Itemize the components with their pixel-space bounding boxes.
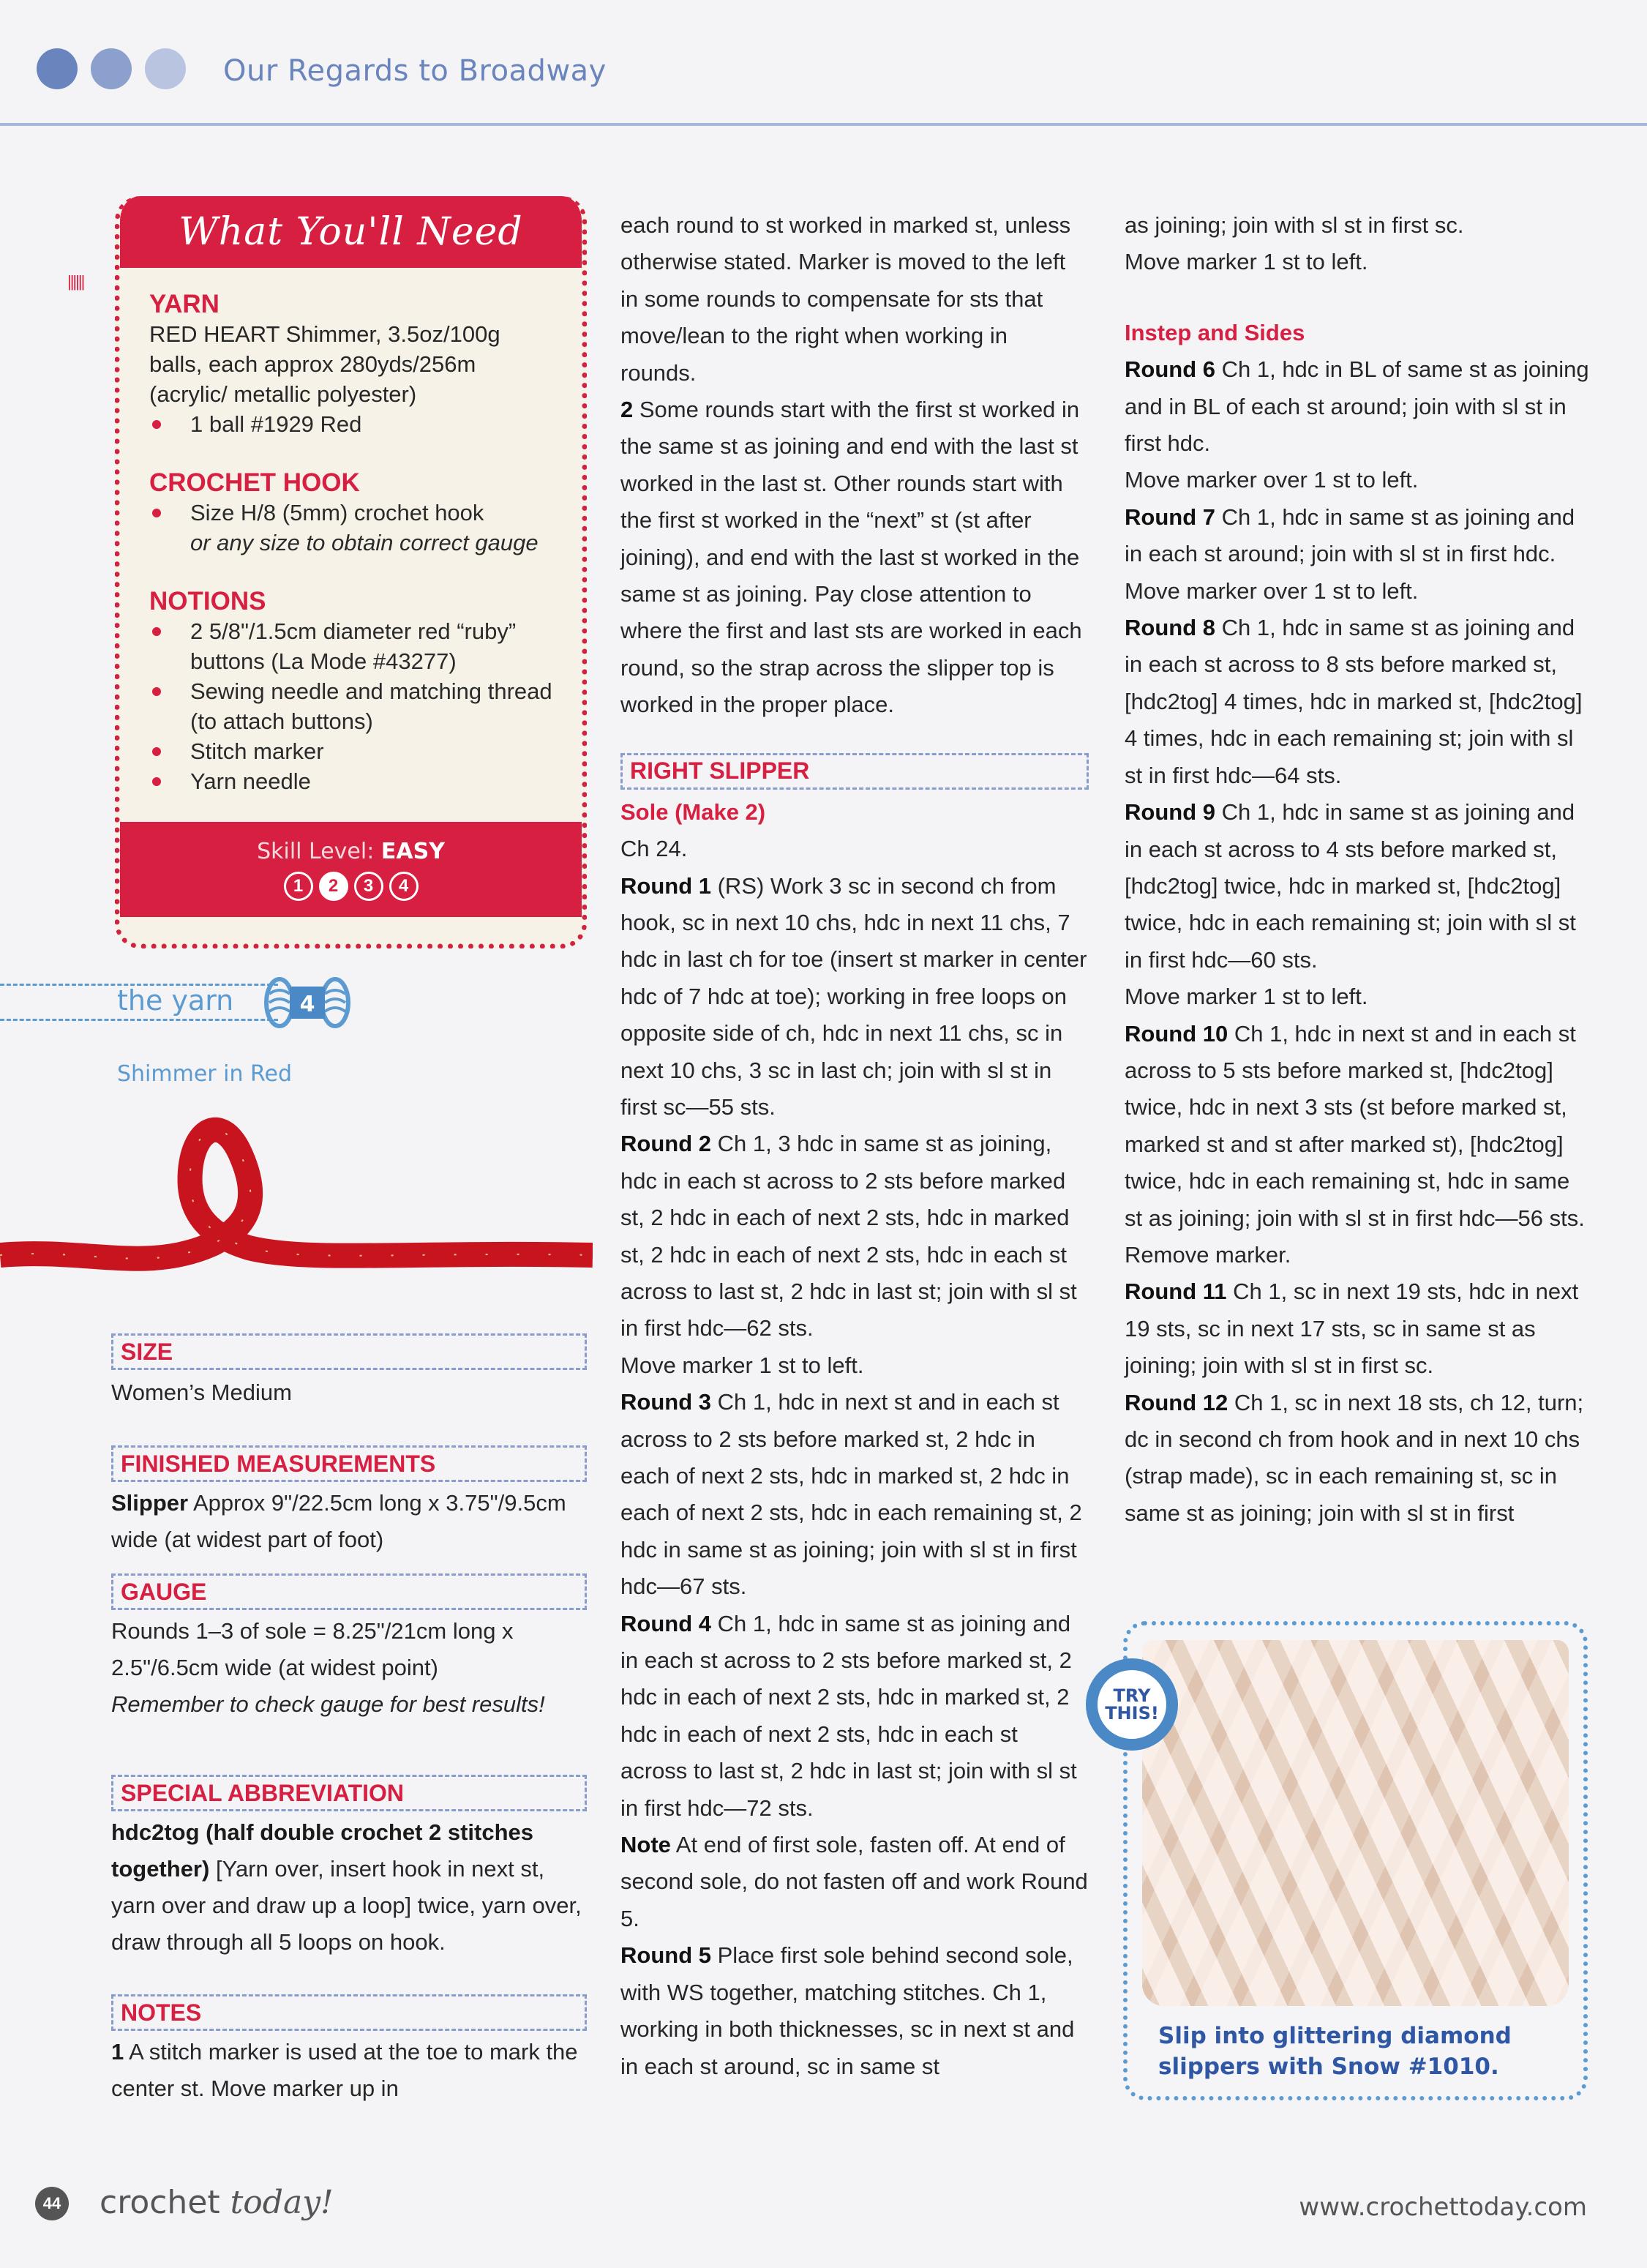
dot-icon [145,48,186,89]
measurements-text: Approx 9"/22.5cm long x 3.75"/9.5cm wide (at widest part of foot) [111,1490,566,1552]
try-this-badge: TRY THIS! [1089,1661,1175,1748]
notions-group [149,587,552,796]
size-section [111,1333,587,1411]
abbreviation-term: hdc2tog (half double crochet 2 stitches together) [111,1819,534,1882]
measurements-label: Slipper [111,1490,189,1516]
gauge-note: Remember to check gauge for best results! [111,1691,545,1717]
round-text: Ch 1, hdc in next st and in each st across to 2 sts before marked st, 2 hdc in each of next 2 sts, hdc in marked st, 2 hdc in each of next 2 sts, hdc in each remaining st, 2 hdc in same st as joining; join with sl st in first hdc—67 sts. [620,1389,1082,1600]
round-instruction: Move marker 1 st to left. [1125,249,1368,275]
fringe-decoration-icon: |||||| [67,272,84,291]
skill-level-circle: 3 [354,872,383,901]
instep-rounds [1125,351,1593,1532]
yarn-label: the yarn [117,984,234,1017]
round-label: Round 3 [620,1389,711,1415]
gauge-section [111,1573,587,1723]
list-item [149,498,552,558]
round-text: Ch 1, sc in next 18 sts, ch 12, turn; dc in second ch from hook and in next 10 chs (strap made), sc in each remaining st, sc in same st as joining; join with sl st in first [1125,1389,1584,1526]
hook-heading: CROCHET HOOK [149,468,360,497]
pattern-round [1125,610,1593,794]
sole-start: Ch 24. [620,836,688,862]
snow-swatch-photo [1142,1640,1569,2006]
sole-heading: Sole (Make 2) [620,798,766,825]
skill-level-circle-active: 2 [319,872,348,901]
round-label: Round 4 [620,1610,711,1636]
list-item: 2 5/8"/1.5cm diameter red “ruby” buttons (La Mode #43277) [149,616,552,676]
measurements-heading: FINISHED MEASUREMENTS [111,1445,587,1482]
gauge-text: Rounds 1–3 of sole = 8.25"/21cm long x 2.5"/6.5cm wide (at widest point) [111,1618,514,1680]
abbreviation-definition: [Yarn over, insert hook in next st, yarn over and draw up a loop] twice, yarn over, draw through all 5 loops on hook. [111,1856,582,1955]
page-header [0,0,1647,128]
size-text: Women’s Medium [111,1380,292,1405]
yarn-label-row [0,981,351,1025]
skill-level-circle: 1 [284,872,313,901]
yarn-heading: YARN [149,290,220,318]
page-footer [0,2181,1647,2239]
note-text: A stitch marker is used at the toe to mark the center st. Move marker up in [111,2039,578,2101]
round-text: Ch 1, hdc in same st as joining and in each st across to 4 sts before marked st, [hdc2tog] twice, hdc in marked st, [hdc2tog] twice, hdc in each remaining st; join with sl st in first hdc—60 sts. [1125,799,1576,973]
right-slipper-heading: RIGHT SLIPPER [620,753,1089,790]
round-instruction: Move marker over 1 st to left. [1125,577,1419,604]
round-label: Round 11 [1125,1279,1227,1305]
skill-level-label: Skill Level: EASY [257,838,445,864]
round-label: Round 6 [1125,356,1215,383]
list-item: Sewing needle and matching thread (to attach buttons) [149,676,552,736]
round-label: Round 9 [1125,799,1215,826]
round-label: Round 7 [1125,504,1215,530]
try-this-caption: Slip into glittering diamond slippers with Snow #1010. [1158,2023,1512,2080]
magazine-brand: crochet today! [100,2184,334,2221]
yarn-weight-icon [263,976,351,1029]
gauge-heading: GAUGE [111,1573,587,1610]
pattern-round [620,1937,1089,2085]
hook-note: or any size to obtain correct gauge [190,530,539,555]
list-item: 1 ball #1929 Red [149,409,552,439]
yarn-group [149,290,552,439]
header-dots [37,48,186,89]
yarn-name: Shimmer in Red [117,1061,293,1087]
note-text-continued: each round to st worked in marked st, unless otherwise stated. Marker is moved to the left in some rounds to compensate for sts that move/lean to the right when working in rounds. [620,212,1071,386]
pattern-round [1125,1385,1593,1532]
round-text: Ch 1, hdc in same st as joining and in each st across to 8 sts before marked st, [hdc2tog] 4 times, hdc in marked st, [hdc2tog] 4 times, hdc in each remaining st; join with sl st in first hdc—64 sts. [1125,615,1583,788]
round-text-continued: as joining; join with sl st in first sc. [1125,212,1464,238]
round-text: Ch 1, hdc in same st as joining and in each st around; join with sl st in first hdc. [1125,504,1575,567]
round-text: Ch 1, hdc in same st as joining and in each st across to 2 sts before marked st, 2 hdc in each of next 2 sts, hdc in marked st, 2 hdc in each of next 2 sts, hdc in each st across to last st, 2 hdc in last st; join with sl st in first hdc—72 sts. [620,1610,1077,1821]
size-heading: SIZE [111,1333,587,1370]
card-title: What You'll Need [179,210,523,254]
section-title: Our Regards to Broadway [223,54,607,88]
pattern-round [620,1606,1089,1827]
pattern-round [1125,1016,1593,1237]
what-youll-need-card [115,196,587,948]
dashed-divider [0,1019,278,1021]
yarn-description: RED HEART Shimmer, 3.5oz/100g balls, each approx 280yds/256m (acrylic/ metallic polyester) [149,321,500,407]
round-label: Round 8 [1125,615,1215,641]
round-text: Place first sole behind second sole, with WS together, matching stitches. Ch 1, working in both thicknesses, sc in next st and in each st around, sc in same st [620,1942,1075,2079]
skill-level-bar [120,822,582,917]
round-instruction: Remove marker. [1125,1241,1291,1268]
round-text: (RS) Work 3 sc in second ch from hook, sc in next 10 chs, hdc in next 11 chs, 7 hdc in last ch for toe (insert st marker in center hdc of 7 hdc at toe); working in free loops on opposite side of ch, hdc in next 11 chs, sc in next 10 chs, 3 sc in last ch; join with sl st in first sc—55 sts. [620,872,1087,1120]
try-this-card [1123,1621,1588,2100]
note-number: 2 [620,397,634,423]
header-divider [0,123,1647,126]
round-label: Note [620,1832,671,1858]
notions-heading: NOTIONS [149,587,266,615]
dot-icon [91,48,132,89]
round-label: Round 1 [620,872,711,899]
page-number: 44 [35,2187,69,2220]
round-instruction: Move marker over 1 st to left. [1125,467,1419,493]
round-text: Ch 1, 3 hdc in same st as joining, hdc in each st across to 2 sts before marked st, 2 hdc in each of next 2 sts, hdc in marked st, 2 hdc in each of next 2 sts, hdc in each st across to last st, 2 hdc in last st; join with sl st in first hdc—62 sts. [620,1131,1077,1341]
pattern-round [620,1384,1089,1605]
pattern-column-middle [620,207,1089,2085]
note-number: 1 [111,2039,124,2065]
notes-section [111,1994,587,2107]
measurements-section [111,1445,587,1558]
hook-group [149,468,552,558]
red-yarn-photo [0,1098,593,1317]
website-link[interactable]: www.crochettoday.com [1299,2193,1587,2222]
list-item: Stitch marker [149,736,552,766]
pattern-round [1125,499,1593,573]
yarn-weight-number: 4 [299,992,315,1017]
list-item: Yarn needle [149,766,552,796]
pattern-round [1125,351,1593,462]
abbreviation-heading: SPECIAL ABBREVIATION [111,1775,587,1811]
pattern-round [620,1827,1089,1937]
round-label: Round 2 [620,1131,711,1157]
sole-rounds [620,868,1089,2085]
card-title-bar [120,196,582,268]
pattern-column-right [1125,207,1593,1532]
round-instruction: Move marker 1 st to left. [620,1352,864,1378]
abbreviation-section [111,1775,587,1961]
round-text: Ch 1, hdc in next st and in each st across to 5 sts before marked st, [hdc2tog] twice, hdc in next 3 sts (st before marked st, marked st and st after marked st), [hdc2tog] twice, hdc in each remaining st, hdc in same st as joining; join with sl st in first hdc—56 sts. [1125,1020,1585,1231]
skill-level-rating [284,872,419,901]
hook-size: Size H/8 (5mm) crochet hook [190,500,484,525]
round-label: Round 5 [620,1942,711,1969]
skill-level-circle: 4 [389,872,419,901]
pattern-round [620,1126,1089,1347]
round-label: Round 10 [1125,1020,1228,1047]
dot-icon [37,48,78,89]
pattern-round [1125,794,1593,978]
pattern-round [620,868,1089,1126]
round-instruction: Move marker 1 st to left. [1125,984,1368,1010]
skill-level-value: EASY [380,838,445,864]
note-text: Some rounds start with the first st worked in the same st as joining and end with the last st worked in the last st. Other rounds start with the first st worked in the “next” st (st after joining), and end with the last st worked in the same st as joining. Pay close attention to where the first and last sts are worked in each round, so the strap across the slipper top is worked in the proper place. [620,397,1082,718]
round-text: Ch 1, sc in next 19 sts, hdc in next 19 sts, sc in next 17 sts, sc in same st as joining; join with sl st in first sc. [1125,1279,1579,1379]
pattern-round [1125,1273,1593,1384]
round-label: Round 12 [1125,1389,1228,1415]
round-text: Ch 1, hdc in BL of same st as joining and in BL of each st around; join with sl st in first hdc. [1125,356,1589,457]
instep-heading: Instep and Sides [1125,319,1305,345]
round-text: At end of first sole, fasten off. At end of second sole, do not fasten off and work Round 5. [620,1832,1088,1931]
notes-heading: NOTES [111,1994,587,2031]
